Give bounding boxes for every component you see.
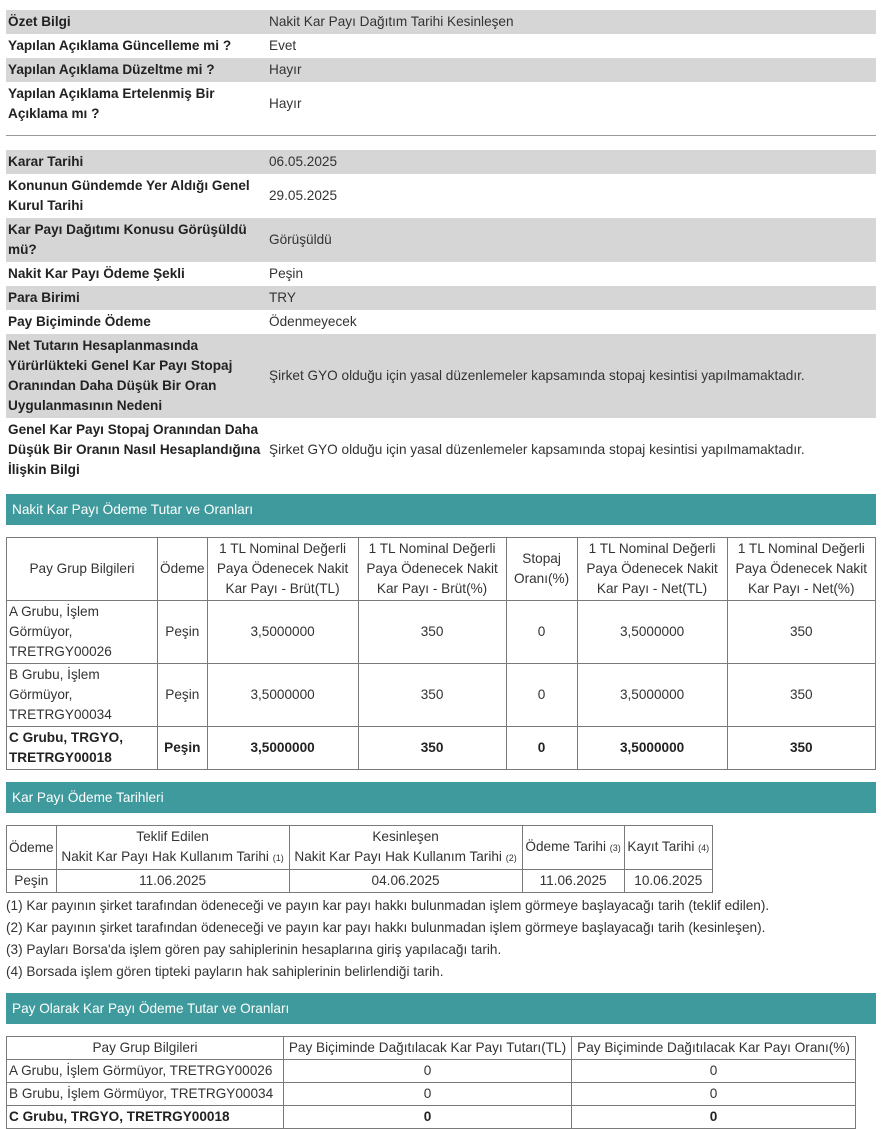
column-header bbox=[289, 826, 522, 870]
group-cell: A Grubu, İşlem Görmüyor, TRETRGY00026 bbox=[7, 601, 158, 664]
payment-cell: Peşin bbox=[7, 870, 57, 893]
summary-value: Hayır bbox=[267, 58, 876, 82]
detail-value: Görüşüldü bbox=[267, 218, 876, 262]
net-pct-cell: 350 bbox=[727, 664, 875, 727]
column-header: Stopaj Oranı(%) bbox=[506, 538, 577, 601]
group-cell: C Grubu, TRGYO, TRETRGY00018 bbox=[7, 1106, 284, 1129]
stock-amount-cell: 0 bbox=[284, 1083, 572, 1106]
detail-value: Şirket GYO olduğu için yasal düzenlemeler kapsamında stopaj kesintisi yapılmamaktadır. bbox=[267, 334, 876, 418]
header-line: Teklif Edilen bbox=[136, 829, 209, 844]
detail-value: Şirket GYO olduğu için yasal düzenlemeler kapsamında stopaj kesintisi yapılmamaktadır. bbox=[269, 442, 805, 457]
net-tl-cell: 3,5000000 bbox=[577, 601, 727, 664]
header-line: Nakit Kar Payı Hak Kullanım Tarihi bbox=[294, 849, 502, 864]
net-tl-cell: 3,5000000 bbox=[577, 664, 727, 727]
gross-pct-cell: 350 bbox=[358, 601, 506, 664]
column-header: 1 TL Nominal Değerli Paya Ödenecek Nakit Kar Payı - Brüt(%) bbox=[358, 538, 506, 601]
column-header: Ödeme bbox=[158, 538, 208, 601]
footnote: (2) Kar payının şirket tarafından ödeneceği ve payın kar payı hakkı bulunmadan işlem görmeye başlayacağı tarih (kesinleşen). bbox=[6, 920, 766, 935]
summary-value: Evet bbox=[269, 38, 297, 53]
detail-label: Genel Kar Payı Stopaj Oranından Daha Düşük Bir Oranın Nasıl Hesaplandığına İlişkin Bilgi bbox=[8, 422, 261, 477]
detail-label: Para Birimi bbox=[6, 286, 267, 310]
payment-cell: Peşin bbox=[158, 664, 208, 727]
detail-label: Pay Biçiminde Ödeme bbox=[8, 314, 151, 329]
footnote: (1) Kar payının şirket tarafından ödeneceği ve payın kar payı hakkı bulunmadan işlem görmeye başlayacağı tarih (teklif edilen). bbox=[6, 898, 770, 913]
detail-label: Net Tutarın Hesaplanmasında Yürürlükteki Genel Kar Payı Stopaj Oranından Daha Düşük Bir Oran Uygulanmasının Nedeni bbox=[6, 334, 267, 418]
summary-table bbox=[6, 10, 876, 126]
payment-cell: Peşin bbox=[158, 601, 208, 664]
footnote: (4) Borsada işlem gören tipteki payların hak sahiplerinin belirlendiği tarih. bbox=[6, 964, 444, 979]
gross-pct-cell: 350 bbox=[358, 727, 506, 770]
summary-row bbox=[6, 34, 876, 58]
stock-ratio-cell: 0 bbox=[572, 1106, 856, 1129]
detail-value: TRY bbox=[267, 286, 876, 310]
detail-row bbox=[6, 286, 876, 310]
final-date-cell: 04.06.2025 bbox=[289, 870, 522, 893]
column-header: Ödeme bbox=[7, 826, 57, 870]
table-row bbox=[7, 1083, 856, 1106]
detail-row bbox=[6, 334, 876, 418]
detail-label: Nakit Kar Payı Ödeme Şekli bbox=[8, 266, 185, 281]
summary-row bbox=[6, 82, 876, 126]
detail-label: Kar Payı Dağıtımı Konusu Görüşüldü mü? bbox=[6, 218, 267, 262]
group-cell: B Grubu, İşlem Görmüyor, TRETRGY00034 bbox=[7, 1083, 284, 1106]
withholding-cell: 0 bbox=[506, 664, 577, 727]
detail-row bbox=[6, 418, 876, 482]
header-line: Kesinleşen bbox=[372, 829, 439, 844]
table-row bbox=[7, 727, 876, 770]
summary-row bbox=[6, 58, 876, 82]
detail-value: Ödenmeyecek bbox=[269, 314, 357, 329]
section-header-cash-dividend: Nakit Kar Payı Ödeme Tutar ve Oranları bbox=[6, 494, 876, 525]
payment-dates-table bbox=[6, 825, 713, 893]
detail-row bbox=[6, 262, 876, 286]
stock-amount-cell: 0 bbox=[284, 1106, 572, 1129]
table-header-row bbox=[7, 1037, 856, 1060]
footnote-ref: (2) bbox=[505, 853, 517, 863]
detail-value: 06.05.2025 bbox=[267, 150, 876, 174]
section-header-stock-dividend: Pay Olarak Kar Payı Ödeme Tutar ve Oranları bbox=[6, 993, 876, 1024]
section-header-payment-dates: Kar Payı Ödeme Tarihleri bbox=[6, 782, 876, 813]
column-header bbox=[624, 826, 712, 870]
detail-row bbox=[6, 310, 876, 334]
section-divider bbox=[6, 135, 876, 136]
column-header: 1 TL Nominal Değerli Paya Ödenecek Nakit Kar Payı - Net(TL) bbox=[577, 538, 727, 601]
column-header: Pay Biçiminde Dağıtılacak Kar Payı Oranı(%) bbox=[572, 1037, 856, 1060]
group-cell: A Grubu, İşlem Görmüyor, TRETRGY00026 bbox=[7, 1060, 284, 1083]
group-cell: B Grubu, İşlem Görmüyor, TRETRGY00034 bbox=[7, 664, 158, 727]
disclosure-page bbox=[6, 10, 876, 1129]
footnote: (3) Payları Borsa'da işlem gören pay sahiplerinin hesaplarına giriş yapılacağı tarih. bbox=[6, 942, 502, 957]
column-header: Pay Grup Bilgileri bbox=[7, 1037, 284, 1060]
net-pct-cell: 350 bbox=[727, 727, 875, 770]
summary-label: Yapılan Açıklama Ertelenmiş Bir Açıklama mı ? bbox=[8, 86, 215, 121]
summary-label: Yapılan Açıklama Düzeltme mi ? bbox=[6, 58, 267, 82]
details-table bbox=[6, 150, 876, 482]
record-date-cell: 10.06.2025 bbox=[624, 870, 712, 893]
gross-tl-cell: 3,5000000 bbox=[207, 601, 358, 664]
column-header bbox=[56, 826, 289, 870]
detail-row bbox=[6, 150, 876, 174]
table-row bbox=[7, 664, 876, 727]
payment-date-cell: 11.06.2025 bbox=[522, 870, 624, 893]
detail-value: 29.05.2025 bbox=[269, 188, 338, 203]
table-row bbox=[7, 870, 713, 893]
footnotes bbox=[6, 895, 876, 983]
detail-label: Konunun Gündemde Yer Aldığı Genel Kurul Tarihi bbox=[8, 178, 250, 213]
header-line: Ödeme Tarihi bbox=[525, 839, 606, 854]
cash-dividend-table bbox=[6, 537, 876, 770]
column-header: 1 TL Nominal Değerli Paya Ödenecek Nakit Kar Payı - Net(%) bbox=[727, 538, 875, 601]
column-header: Pay Biçiminde Dağıtılacak Kar Payı Tutarı(TL) bbox=[284, 1037, 572, 1060]
gross-tl-cell: 3,5000000 bbox=[207, 664, 358, 727]
summary-row bbox=[6, 10, 876, 34]
table-row bbox=[7, 1060, 856, 1083]
column-header: Pay Grup Bilgileri bbox=[7, 538, 158, 601]
header-line: Kayıt Tarihi bbox=[627, 839, 695, 854]
table-header-row bbox=[7, 538, 876, 601]
stock-ratio-cell: 0 bbox=[572, 1083, 856, 1106]
detail-value: Peşin bbox=[269, 266, 304, 281]
net-pct-cell: 350 bbox=[727, 601, 875, 664]
group-cell: C Grubu, TRGYO, TRETRGY00018 bbox=[7, 727, 158, 770]
gross-tl-cell: 3,5000000 bbox=[207, 727, 358, 770]
table-header-row bbox=[7, 826, 713, 870]
summary-value: Nakit Kar Payı Dağıtım Tarihi Kesinleşen bbox=[267, 10, 876, 34]
payment-cell: Peşin bbox=[158, 727, 208, 770]
stock-dividend-table bbox=[6, 1036, 856, 1129]
table-row bbox=[7, 601, 876, 664]
detail-row bbox=[6, 174, 876, 218]
detail-label: Karar Tarihi bbox=[6, 150, 267, 174]
summary-label: Yapılan Açıklama Güncelleme mi ? bbox=[8, 38, 232, 53]
stock-ratio-cell: 0 bbox=[572, 1060, 856, 1083]
gross-pct-cell: 350 bbox=[358, 664, 506, 727]
stock-amount-cell: 0 bbox=[284, 1060, 572, 1083]
proposed-date-cell: 11.06.2025 bbox=[56, 870, 289, 893]
summary-label: Özet Bilgi bbox=[6, 10, 267, 34]
net-tl-cell: 3,5000000 bbox=[577, 727, 727, 770]
footnote-ref: (1) bbox=[272, 853, 284, 863]
header-line: Nakit Kar Payı Hak Kullanım Tarihi bbox=[61, 849, 269, 864]
column-header: 1 TL Nominal Değerli Paya Ödenecek Nakit Kar Payı - Brüt(TL) bbox=[207, 538, 358, 601]
withholding-cell: 0 bbox=[506, 601, 577, 664]
column-header bbox=[522, 826, 624, 870]
footnote-ref: (4) bbox=[698, 843, 710, 853]
withholding-cell: 0 bbox=[506, 727, 577, 770]
summary-value: Hayır bbox=[269, 96, 302, 111]
table-row bbox=[7, 1106, 856, 1129]
detail-row bbox=[6, 218, 876, 262]
footnote-ref: (3) bbox=[609, 843, 621, 853]
